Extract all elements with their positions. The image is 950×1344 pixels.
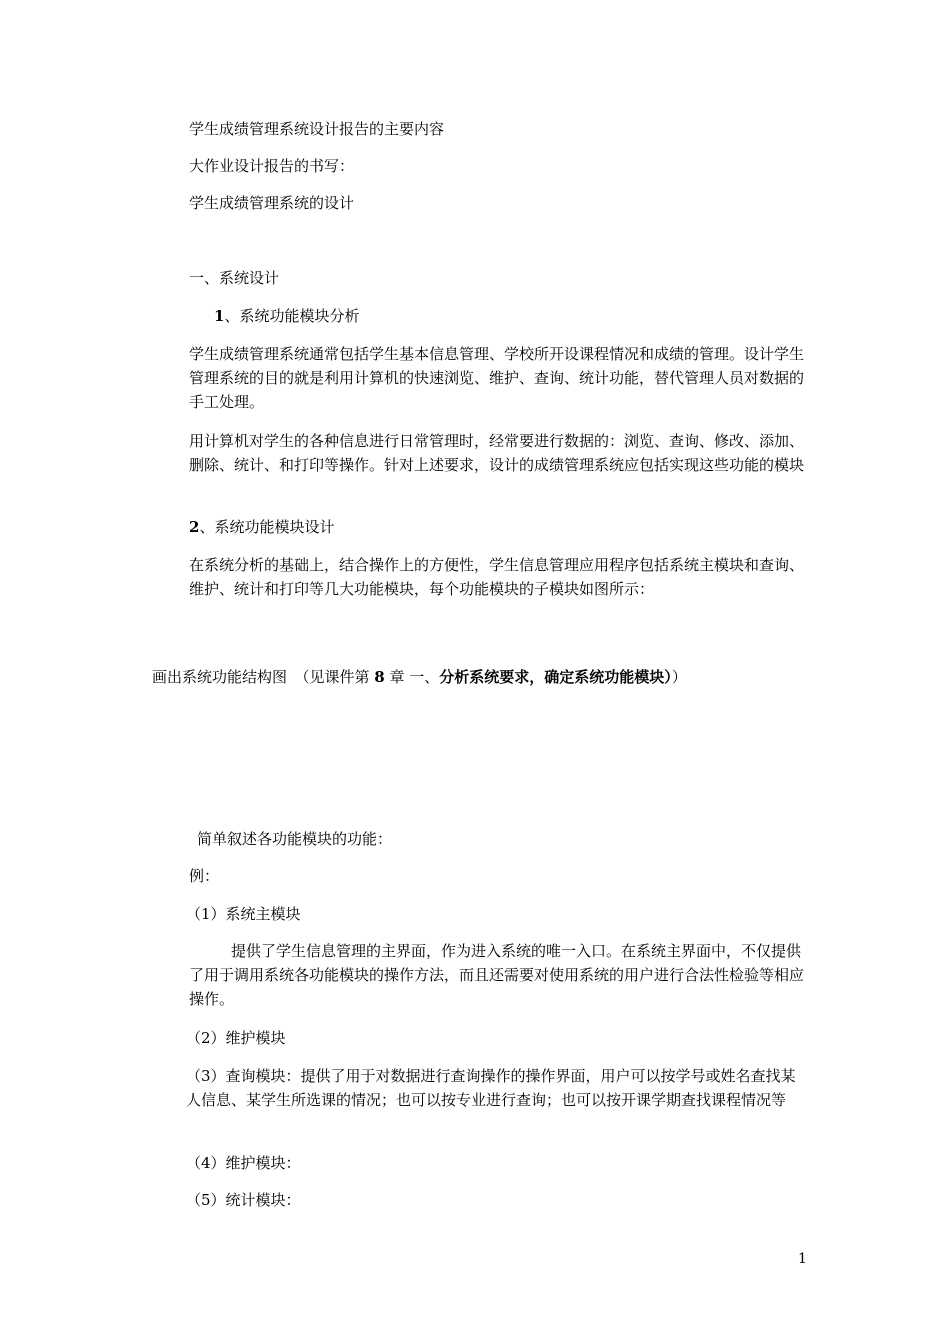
subheading-text: 、系统功能模块设计 [199,518,335,536]
note-chapter-number: 8 [374,668,385,686]
draw-structure-note [152,665,687,689]
subheading-function-design [189,515,334,539]
report-heading: 大作业设计报告的书写： [189,157,355,175]
paragraph-analysis-1: 学生成绩管理系统通常包括学生基本信息管理、学校所开设课程情况和成绩的管理。设计学生管理系统的目的就是利用计算机的快速浏览、维护、查询、统计功能，替代管理人员对数据的手工处理。 [189,345,805,411]
item-main-module-desc: 提供了学生信息管理的主界面，作为进入系统的唯一入口。在系统主界面中，不仅提供了用于调用系统各功能模块的操作方法，而且还需要对使用系统的用户进行合法性检验等相应操作。 [189,942,805,1008]
item-maintenance-module-title-2: （4）维护模块： [186,1154,301,1172]
subheading-number: 2 [189,518,200,536]
subheading-text: 、系统功能模块分析 [224,307,360,325]
doc-title: 学生成绩管理系统设计报告的主要内容 [189,120,445,138]
note-mid: 章 一、 [389,668,440,686]
subheading-number: 1 [214,307,225,325]
module-description-intro: 简单叙述各功能模块的功能： [197,830,393,848]
item-main-module-title: （1）系统主模块 [186,905,301,923]
item-query-module-desc: （3）查询模块：提供了用于对数据进行查询操作的操作界面，用户可以按学号或姓名查找某人信息、某学生所选课的情况；也可以按专业进行查询；也可以按开课学期查找课程情况等 [186,1067,796,1109]
section-heading-system-design: 一、系统设计 [189,269,280,287]
paragraph-analysis-2: 用计算机对学生的各种信息进行日常管理时，经常要进行数据的：浏览、查询、修改、添加、删除、统计、和打印等操作。针对上述要求，设计的成绩管理系统应包括实现这些功能的模块 [189,432,805,474]
item-statistics-module-title: （5）统计模块： [186,1191,301,1209]
design-title: 学生成绩管理系统的设计 [189,194,355,212]
note-bold-text: 分析系统要求，确定系统功能模块） [439,668,672,686]
note-prefix: 画出系统功能结构图 （见课件第 [152,668,370,686]
note-suffix: ） [671,668,687,686]
paragraph-design: 在系统分析的基础上，结合操作上的方便性，学生信息管理应用程序包括系统主模块和查询、维护、统计和打印等几大功能模块，每个功能模块的子模块如图所示： [189,556,805,598]
subheading-function-analysis [214,304,359,328]
page-number: 1 [798,1251,807,1267]
example-label: 例： [189,867,220,885]
item-maintenance-module-title: （2）维护模块 [186,1029,286,1047]
